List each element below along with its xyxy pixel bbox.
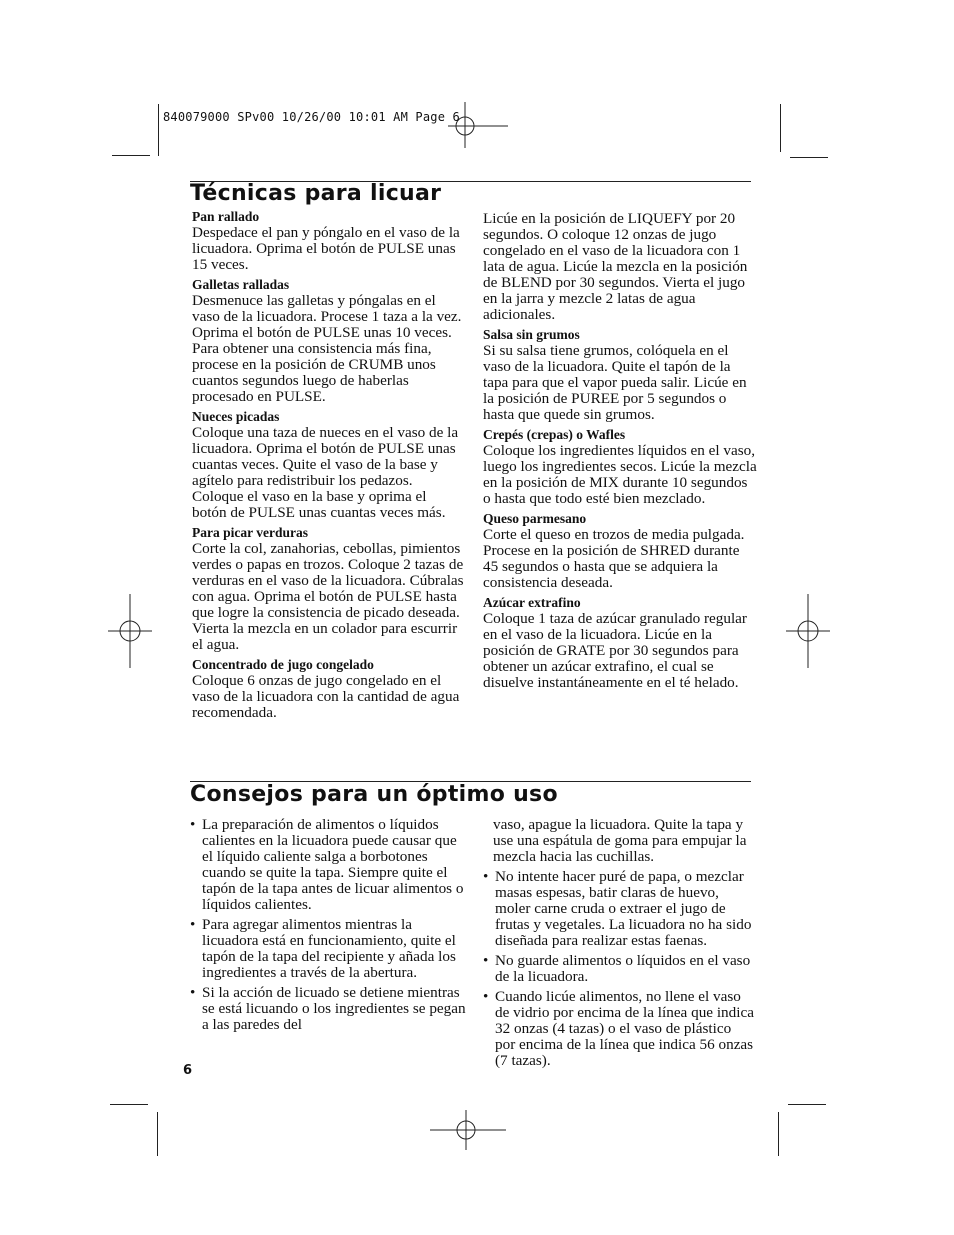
- technique-picar-verduras: [192, 525, 464, 653]
- bullet-icon: •: [483, 988, 489, 1005]
- technique-queso-parmesano: [483, 511, 757, 591]
- crop-mark-bottom-right-horizontal: [788, 1104, 826, 1105]
- technique-body: Si su salsa tiene grumos, colóquela en el vaso de la licuadora. Quite el tapón de la tapa para que el vapor pueda salir. Licúe en la posición de PUREE por 5 segundos o hasta que quede sin grumos.: [483, 342, 747, 423]
- crop-mark-top-left-vertical: [158, 104, 159, 156]
- tip-text: No intente hacer puré de papa, o mezclar masas espesas, batir claras de huevo, moler carne cruda o extraer el jugo de frutas y vegetales. La licuadora no ha sido diseñada para realizar estas faenas.: [495, 868, 752, 949]
- technique-title: Pan rallado: [192, 209, 260, 224]
- technique-title: Para picar verduras: [192, 525, 308, 540]
- technique-title: Crepés (crepas) o Wafles: [483, 427, 626, 442]
- tip-text: Cuando licúe alimentos, no llene el vaso de vidrio por encima de la línea que indica 32 onzas (4 tazas) o el vaso de plástico por encima de la línea que indica 56 onzas (7 tazas).: [495, 988, 754, 1069]
- tip-text: No guarde alimentos o líquidos en el vaso de la licuadora.: [495, 952, 751, 985]
- technique-body: Corte el queso en trozos de media pulgada. Procese en la posición de SHRED durante 45 segundos o hasta que se adquiera la consistencia deseada.: [483, 526, 745, 591]
- technique-body: Licúe en la posición de LIQUEFY por 20 segundos. O coloque 12 onzas de jugo congelado en el vaso de la licuadora con 1 lata de agua. Licúe la mezcla en la posición de BLEND por 30 segundos. Vierta el jugo en la jarra y mezcle 2 latas de agua adicionales.: [483, 210, 748, 323]
- technique-body: Coloque 1 taza de azúcar granulado regular en el vaso de la licuadora. Licúe en la posición de GRATE por 30 segundos para obtener un azúcar extrafino, el cual se disuelve instantáneamente en el té helado.: [483, 610, 747, 691]
- consejos-left-column: [190, 817, 466, 1037]
- technique-jugo-congelado-continued: [483, 211, 757, 323]
- tip-item: [190, 817, 466, 913]
- tips-list-left: [190, 817, 466, 1033]
- tip-text: Si la acción de licuado se detiene mientras se está licuando o los ingredientes se pegan a las paredes del: [202, 984, 466, 1033]
- heading-consejos: Consejos para un óptimo uso: [190, 782, 558, 807]
- registration-mark-top-icon: [440, 102, 510, 148]
- technique-crepes-wafles: [483, 427, 757, 507]
- technique-title: Galletas ralladas: [192, 277, 290, 292]
- technique-body: Despedace el pan y póngalo en el vaso de la licuadora. Oprima el botón de PULSE unas 15 veces.: [192, 224, 460, 273]
- registration-mark-bottom-icon: [430, 1110, 506, 1150]
- technique-title: Nueces picadas: [192, 409, 280, 424]
- technique-body: Coloque una taza de nueces en el vaso de la licuadora. Oprima el botón de PULSE unas cuantas veces. Quite el vaso de la base y agítelo para redistribuir los pedazos. Coloque el vaso en la base y oprima el botón de PULSE unas cuantas veces más.: [192, 424, 459, 521]
- bullet-icon: •: [190, 916, 196, 933]
- tip-continuation: vaso, apague la licuadora. Quite la tapa y use una espátula de goma para empujar la mezcla hacia las cuchillas.: [493, 816, 747, 865]
- tip-item: [483, 953, 755, 985]
- tip-item: [483, 869, 755, 949]
- technique-title: Concentrado de jugo congelado: [192, 657, 374, 672]
- crop-mark-bottom-right-vertical: [778, 1112, 779, 1156]
- technique-azucar-extrafino: [483, 595, 757, 691]
- bullet-icon: •: [190, 816, 196, 833]
- tip-text: Para agregar alimentos mientras la licuadora está en funcionamiento, quite el tapón de la tapa del recipiente y añada los ingredientes a través de la abertura.: [202, 916, 456, 981]
- crop-mark-top-right-horizontal: [790, 157, 828, 158]
- technique-body: Desmenuce las galletas y póngalas en el vaso de la licuadora. Procese 1 taza a la vez. Oprima el botón de PULSE unas 10 veces. Para obtener una consistencia más fina, procese en la posición de CRUMB unos cuantos segundos luego de haberlas procesado en PULSE.: [192, 292, 462, 405]
- technique-jugo-congelado: [192, 657, 464, 721]
- technique-pan-rallado: [192, 209, 464, 273]
- crop-mark-bottom-left-vertical: [157, 1112, 158, 1156]
- technique-title: Salsa sin grumos: [483, 327, 580, 342]
- technique-nueces-picadas: [192, 409, 464, 521]
- tip-item: [483, 989, 755, 1069]
- crop-mark-top-left-horizontal: [112, 155, 150, 156]
- tip-item: [190, 985, 466, 1033]
- tecnicas-right-column: [483, 211, 757, 695]
- tips-list-right: [483, 869, 755, 1069]
- bullet-icon: •: [483, 952, 489, 969]
- technique-title: Azúcar extrafino: [483, 595, 581, 610]
- tecnicas-left-column: [192, 209, 464, 725]
- page-number: 6: [183, 1063, 193, 1078]
- registration-mark-left-icon: [108, 594, 152, 668]
- tip-item: [190, 917, 466, 981]
- technique-body: Corte la col, zanahorias, cebollas, pimientos verdes o papas en trozos. Coloque 2 tazas de verduras en el vaso de la licuadora. Cúbralas con agua. Oprima el botón de PULSE hasta que logre la consistencia de picado deseada. Vierta la mezcla en un colador para escurrir el agua.: [192, 540, 464, 653]
- technique-body: Coloque 6 onzas de jugo congelado en el vaso de la licuadora con la cantidad de agua recomendada.: [192, 672, 460, 721]
- technique-body: Coloque los ingredientes líquidos en el vaso, luego los ingredientes secos. Licúe la mezcla en la posición de MIX durante 10 segundos o hasta que todo esté bien mezclado.: [483, 442, 757, 507]
- technique-title: Queso parmesano: [483, 511, 587, 526]
- technique-galletas-ralladas: [192, 277, 464, 405]
- bullet-icon: •: [190, 984, 196, 1001]
- technique-salsa-sin-grumos: [483, 327, 757, 423]
- consejos-right-column: [483, 817, 755, 1073]
- bullet-icon: •: [483, 868, 489, 885]
- crop-mark-bottom-left-horizontal: [110, 1104, 148, 1105]
- heading-tecnicas: Técnicas para licuar: [190, 181, 442, 206]
- crop-mark-top-right-vertical: [780, 104, 781, 152]
- tip-text: La preparación de alimentos o líquidos calientes en la licuadora puede causar que el líquido caliente salga a borbotones cuando se quite la tapa. Siempre quite el tapón de la tapa antes de licuar alimentos o líquidos calientes.: [202, 816, 464, 913]
- registration-mark-right-icon: [786, 594, 830, 668]
- printer-slug-line: 840079000 SPv00 10/26/00 10:01 AM Page 6: [163, 110, 460, 124]
